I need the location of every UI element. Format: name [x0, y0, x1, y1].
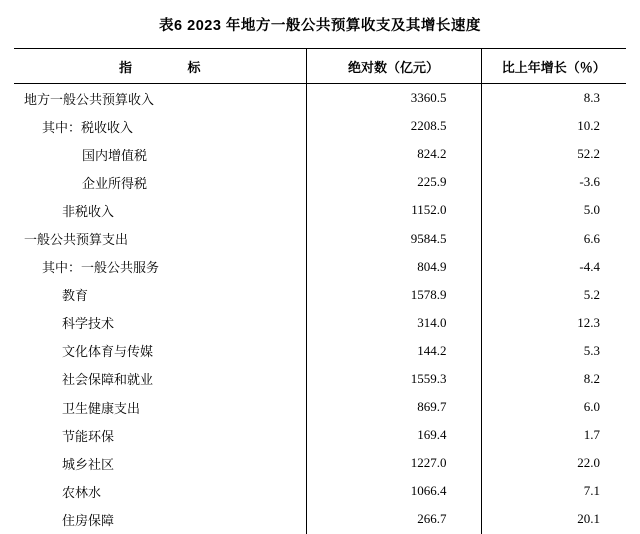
row-growth-value: 12.3 — [481, 309, 626, 337]
row-growth-value: 6.6 — [481, 224, 626, 252]
table-row — [14, 393, 626, 421]
column-header-growth: 比上年增长（％） — [481, 49, 626, 84]
row-label: 农林水 — [62, 484, 102, 500]
row-label: 教育 — [62, 288, 89, 304]
column-header-absolute: 绝对数（亿元） — [306, 49, 481, 84]
row-absolute-value: 9584.5 — [306, 224, 481, 252]
row-absolute-value: 3360.5 — [306, 84, 481, 113]
table-row — [14, 309, 626, 337]
row-absolute-value: 225.9 — [306, 168, 481, 196]
column-header-indicator: 指 标 — [14, 49, 306, 84]
table-row — [14, 196, 626, 224]
budget-table — [14, 48, 626, 534]
row-absolute-value: 1227.0 — [306, 449, 481, 477]
row-absolute-value: 314.0 — [306, 309, 481, 337]
row-absolute-value: 169.4 — [306, 421, 481, 449]
row-absolute-value: 2208.5 — [306, 112, 481, 140]
row-absolute-value: 824.2 — [306, 140, 481, 168]
row-growth-value: 20.1 — [481, 505, 626, 533]
row-label: 一般公共预算支出 — [24, 232, 129, 248]
row-absolute-value: 1559.3 — [306, 365, 481, 393]
row-label: 国内增值税 — [82, 147, 148, 163]
row-absolute-value: 1152.0 — [306, 196, 481, 224]
row-growth-value: 5.3 — [481, 337, 626, 365]
table-row — [14, 477, 626, 505]
row-label: 其中：一般公共服务 — [42, 260, 160, 276]
row-absolute-value: 266.7 — [306, 505, 481, 533]
row-label: 企业所得税 — [82, 175, 148, 191]
row-growth-value: 10.2 — [481, 112, 626, 140]
row-growth-value: 7.1 — [481, 477, 626, 505]
row-label: 城乡社区 — [62, 456, 115, 472]
row-growth-value: -3.6 — [481, 168, 626, 196]
row-label: 其中：税收收入 — [42, 119, 134, 135]
table-row — [14, 449, 626, 477]
table-row — [14, 84, 626, 113]
row-label: 社会保障和就业 — [62, 372, 154, 388]
row-label: 节能环保 — [62, 428, 115, 444]
table-row — [14, 168, 626, 196]
row-label: 科学技术 — [62, 316, 115, 332]
row-growth-value: 22.0 — [481, 449, 626, 477]
table-row — [14, 224, 626, 252]
row-absolute-value: 144.2 — [306, 337, 481, 365]
row-growth-value: 5.2 — [481, 281, 626, 309]
row-growth-value: 8.2 — [481, 365, 626, 393]
row-label: 住房保障 — [62, 512, 115, 528]
row-growth-value: 5.0 — [481, 196, 626, 224]
row-absolute-value: 1578.9 — [306, 281, 481, 309]
row-label: 地方一般公共预算收入 — [24, 91, 155, 107]
row-growth-value: -4.4 — [481, 253, 626, 281]
table-row — [14, 505, 626, 533]
row-label: 非税收入 — [62, 203, 115, 219]
table-row — [14, 281, 626, 309]
table-header — [14, 49, 626, 84]
table-row — [14, 253, 626, 281]
table-body — [14, 84, 626, 534]
row-growth-value: 6.0 — [481, 393, 626, 421]
table-row — [14, 112, 626, 140]
row-absolute-value: 804.9 — [306, 253, 481, 281]
table-row — [14, 140, 626, 168]
row-absolute-value: 869.7 — [306, 393, 481, 421]
page-title: 表6 2023 年地方一般公共预算收支及其增长速度 — [159, 18, 481, 34]
row-label: 卫生健康支出 — [62, 400, 141, 416]
row-label: 文化体育与传媒 — [62, 344, 154, 360]
table-row — [14, 337, 626, 365]
row-growth-value: 1.7 — [481, 421, 626, 449]
row-absolute-value: 1066.4 — [306, 477, 481, 505]
table-row — [14, 421, 626, 449]
row-growth-value: 52.2 — [481, 140, 626, 168]
header-row — [14, 49, 626, 84]
table-row — [14, 365, 626, 393]
row-growth-value: 8.3 — [481, 84, 626, 113]
